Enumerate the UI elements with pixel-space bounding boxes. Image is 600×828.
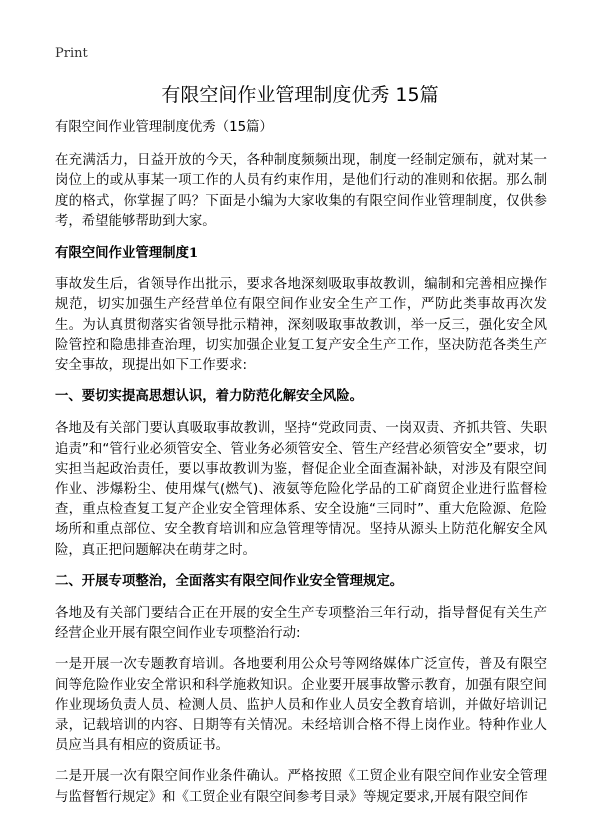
document-body (55, 118, 547, 819)
intro-paragraph: 在充满活力，日益开放的今天，各种制度频频出现，制度一经制定颁布，就对某一岗位上的或从事某一项工作的人员有约束作用，是他们行动的准则和依据。那么制度的格式，你掌握了吗？下面是小编为大家收集的有限空间作业管理制度，仅供参考，希望能够帮助到大家。 (55, 153, 547, 229)
paragraph-5: 二是开展一次有限空间作业条件确认。严格按照《工贸企业有限空间作业安全管理与监督暂行规定》和《工贸企业有限空间参考目录》等规定要求,开展有限空间作 (55, 769, 547, 805)
paragraph-1: 事故发生后，省领导作出批示，要求各地深刻吸取事故教训，编制和完善相应操作规范，切实加强生产经营单位有限空间作业安全生产工作，严防此类事故再次发生。为认真贯彻落实省领导批示精神，深刻吸取事故教训，举一反三，强化安全风险管控和隐患排查治理，切实加强企业复工复产安全生产工作，坚决防范各类生产安全事故，现提出如下工作要求: (55, 277, 547, 374)
document-title: 有限空间作业管理制度优秀 15篇 (161, 84, 439, 106)
print-label: Print (55, 46, 88, 61)
paragraph-2: 各地及有关部门要认真吸取事故教训，坚持“党政同责、一岗双责、齐抓共管、失职追责”和“管行业必须管安全、管业务必须管安全、管生产经营必须管安全”要求，切实担当起政治责任，要以事故教训为鉴，督促企业全面查漏补缺，对涉及有限空间作业、涉爆粉尘、使用煤气(燃气)、液氨等危险化学品的工矿商贸企业进行监督检查，重点检查复工复产企业安全管理体系、安全设施“三同时”、重大危险源、危险场所和重点部位、安全教育培训和应急管理等情况。坚持从源头上防范化解安全风险，真正把问题解决在萌芽之时。 (55, 421, 547, 558)
paragraph-3: 各地及有关部门要结合正在开展的安全生产专项整治三年行动，指导督促有关生产经营企业开展有限空间作业专项整治行动: (55, 606, 547, 642)
heading-regulation-1: 有限空间作业管理制度1 (55, 245, 199, 262)
section-heading-1: 一、要切实提高思想认识，着力防范化解安全风险。 (55, 389, 363, 405)
section-heading-2: 二、开展专项整治，全面落实有限空间作业安全管理规定。 (55, 573, 404, 589)
paragraph-4: 一是开展一次专题教育培训。各地要利用公众号等网络媒体广泛宣传，普及有限空间等危险作业安全常识和科学施救知识。企业要开展事故警示教育，加强有限空间作业现场负责人员、检测人员、监护人员和作业人员安全教育培训，并做好培训记录，记载培训的内容、日期等有关情况。未经培训合格不得上岗作业。特种作业人员应当具有相应的资质证书。 (55, 657, 547, 754)
document-subtitle: 有限空间作业管理制度优秀（15篇） (55, 120, 273, 135)
